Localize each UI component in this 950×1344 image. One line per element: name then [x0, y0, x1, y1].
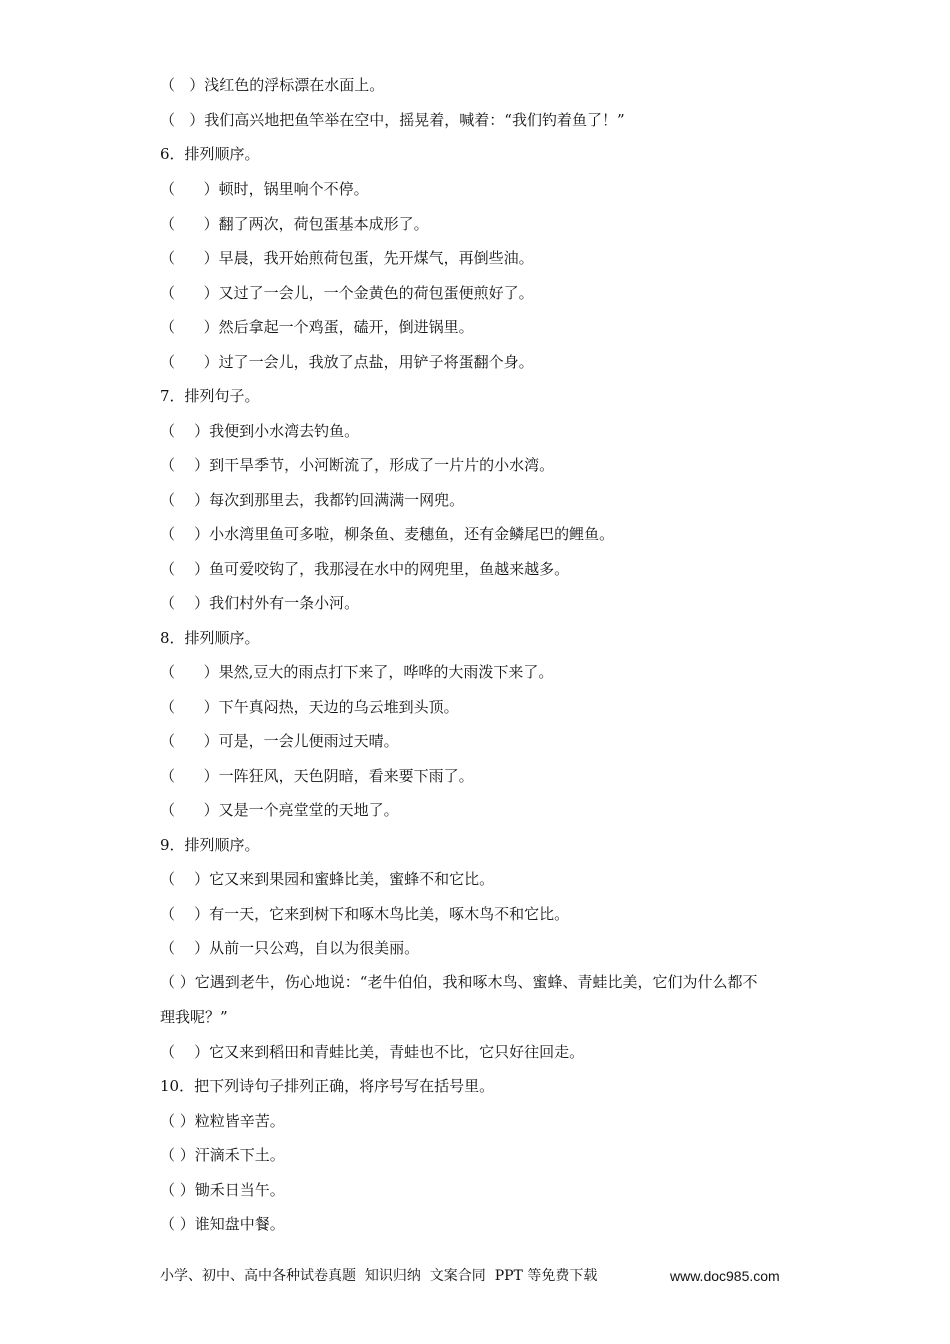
answer-line: （ ）我们村外有一条小河。	[160, 594, 360, 612]
answer-line: （ ）每次到那里去，我都钓回满满一网兜。	[160, 491, 465, 509]
question-heading: 10．把下列诗句子排列正确，将序号写在括号里。	[160, 1077, 495, 1095]
answer-line: （ ）又是一个亮堂堂的天地了。	[160, 801, 399, 819]
answer-line: （ ）可是，一会儿便雨过天晴。	[160, 732, 399, 750]
answer-line: （ ）粒粒皆辛苦。	[160, 1112, 285, 1130]
answer-line: （ ）果然,豆大的雨点打下来了，哗哗的大雨泼下来了。	[160, 663, 554, 681]
answer-line: （ ）有一天，它来到树下和啄木鸟比美，啄木鸟不和它比。	[160, 905, 570, 923]
answer-line: （ ）鱼可爱咬钩了，我那浸在水中的网兜里，鱼越来越多。	[160, 560, 570, 578]
answer-line: （ ）谁知盘中餐。	[160, 1215, 285, 1233]
answer-line: （ ）顿时，锅里响个不停。	[160, 180, 369, 198]
answer-line: （ ）锄禾日当午。	[160, 1181, 285, 1199]
answer-line: （ ）汗滴禾下土。	[160, 1146, 285, 1164]
question-heading: 8．排列顺序。	[160, 629, 260, 647]
question-heading: 7．排列句子。	[160, 387, 260, 405]
answer-line: （ ）我们高兴地把鱼竿举在空中，摇晃着，喊着：“我们钓着鱼了！”	[160, 111, 625, 129]
answer-line: （ ）早晨，我开始煎荷包蛋，先开煤气，再倒些油。	[160, 249, 534, 267]
answer-line: （ ）翻了两次，荷包蛋基本成形了。	[160, 215, 429, 233]
question-heading: 9．排列顺序。	[160, 836, 260, 854]
answer-line: （ ）浅红色的浮标漂在水面上。	[160, 76, 385, 94]
answer-line: （ ）它遇到老牛，伤心地说：“老牛伯伯，我和啄木鸟、蜜蜂、青蛙比美，它们为什么都不理我呢？”	[160, 973, 758, 1026]
answer-line: （ ）我便到小水湾去钓鱼。	[160, 422, 360, 440]
answer-line: （ ）下午真闷热，天边的乌云堆到头顶。	[160, 698, 459, 716]
answer-line: （ ）它又来到果园和蜜蜂比美，蜜蜂不和它比。	[160, 870, 495, 888]
answer-line: （ ）到干旱季节，小河断流了，形成了一片片的小水湾。	[160, 456, 555, 474]
answer-line: （ ）然后拿起一个鸡蛋，磕开，倒进锅里。	[160, 318, 474, 336]
answer-line: （ ）一阵狂风，天色阴暗，看来要下雨了。	[160, 767, 474, 785]
footer-url[interactable]: www.doc985.com	[670, 1268, 780, 1284]
answer-line: （ ）小水湾里鱼可多啦，柳条鱼、麦穗鱼，还有金鳞尾巴的鲤鱼。	[160, 525, 615, 543]
footer-text: 小学、初中、高中各种试卷真题 知识归纳 文案合同 PPT 等免费下载	[160, 1268, 598, 1284]
answer-line: （ ）又过了一会儿，一个金黄色的荷包蛋便煎好了。	[160, 284, 534, 302]
question-heading: 6．排列顺序。	[160, 145, 260, 163]
answer-line: （ ）从前一只公鸡，自以为很美丽。	[160, 939, 420, 957]
answer-line: （ ）过了一会儿，我放了点盐，用铲子将蛋翻个身。	[160, 353, 534, 371]
answer-line: （ ）它又来到稻田和青蛙比美，青蛙也不比，它只好往回走。	[160, 1043, 585, 1061]
